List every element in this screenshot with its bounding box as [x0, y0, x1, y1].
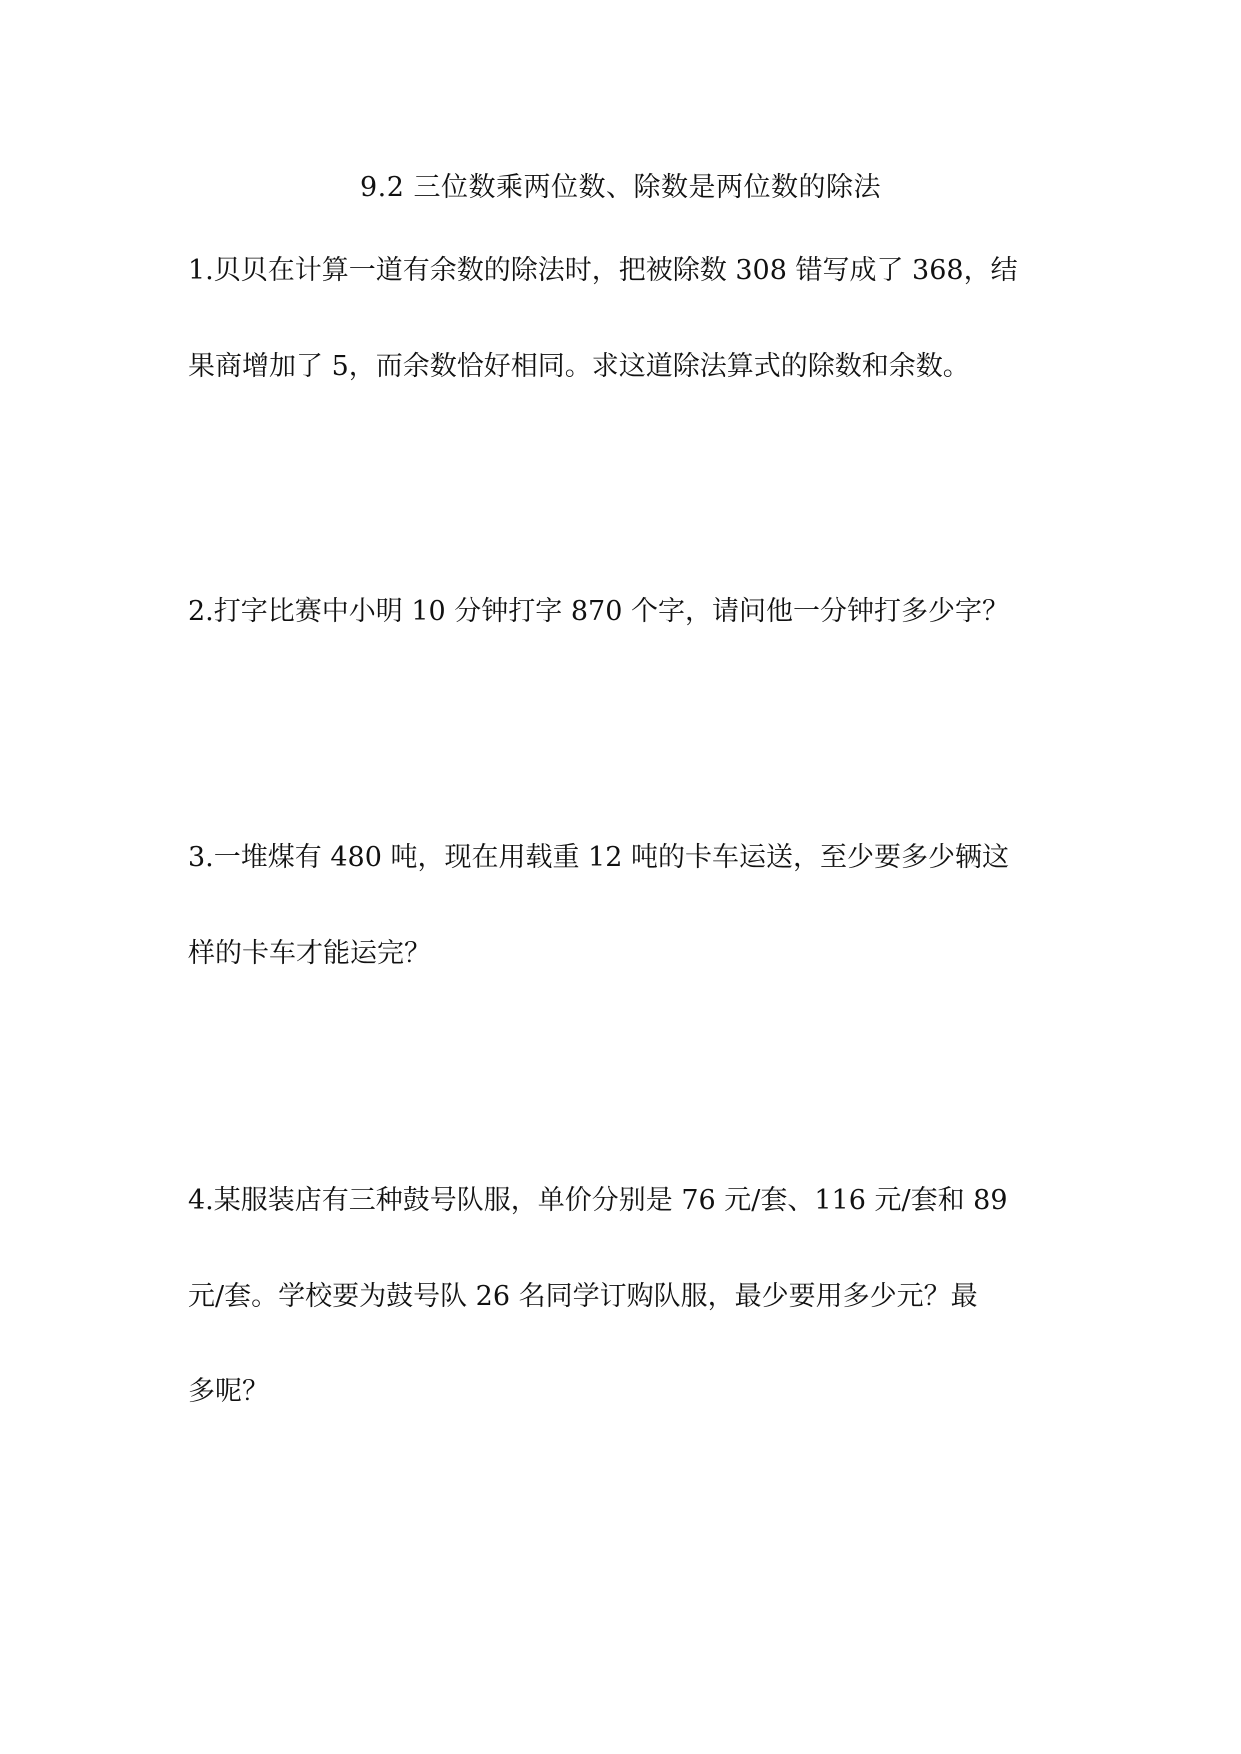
question-3-line-1: 3.一堆煤有 480 吨，现在用载重 12 吨的卡车运送，至少要多少辆这	[188, 842, 1009, 873]
question-4-line-1: 4.某服装店有三种鼓号队服，单价分别是 76 元/套、116 元/套和 89	[188, 1185, 1008, 1216]
question-4-line-2: 元/套。学校要为鼓号队 26 名同学订购队服，最少要用多少元？最	[188, 1281, 978, 1312]
question-1-line-1: 1.贝贝在计算一道有余数的除法时，把被除数 308 错写成了 368，结	[188, 255, 1018, 286]
question-1-line-2: 果商增加了 5，而余数恰好相同。求这道除法算式的除数和余数。	[188, 351, 970, 382]
page-title: 9.2 三位数乘两位数、除数是两位数的除法	[359, 172, 882, 203]
question-3-line-2: 样的卡车才能运完？	[188, 938, 431, 969]
question-2-line-1: 2.打字比赛中小明 10 分钟打字 870 个字，请问他一分钟打多少字？	[188, 596, 1009, 627]
question-4-line-3: 多呢？	[188, 1376, 269, 1407]
